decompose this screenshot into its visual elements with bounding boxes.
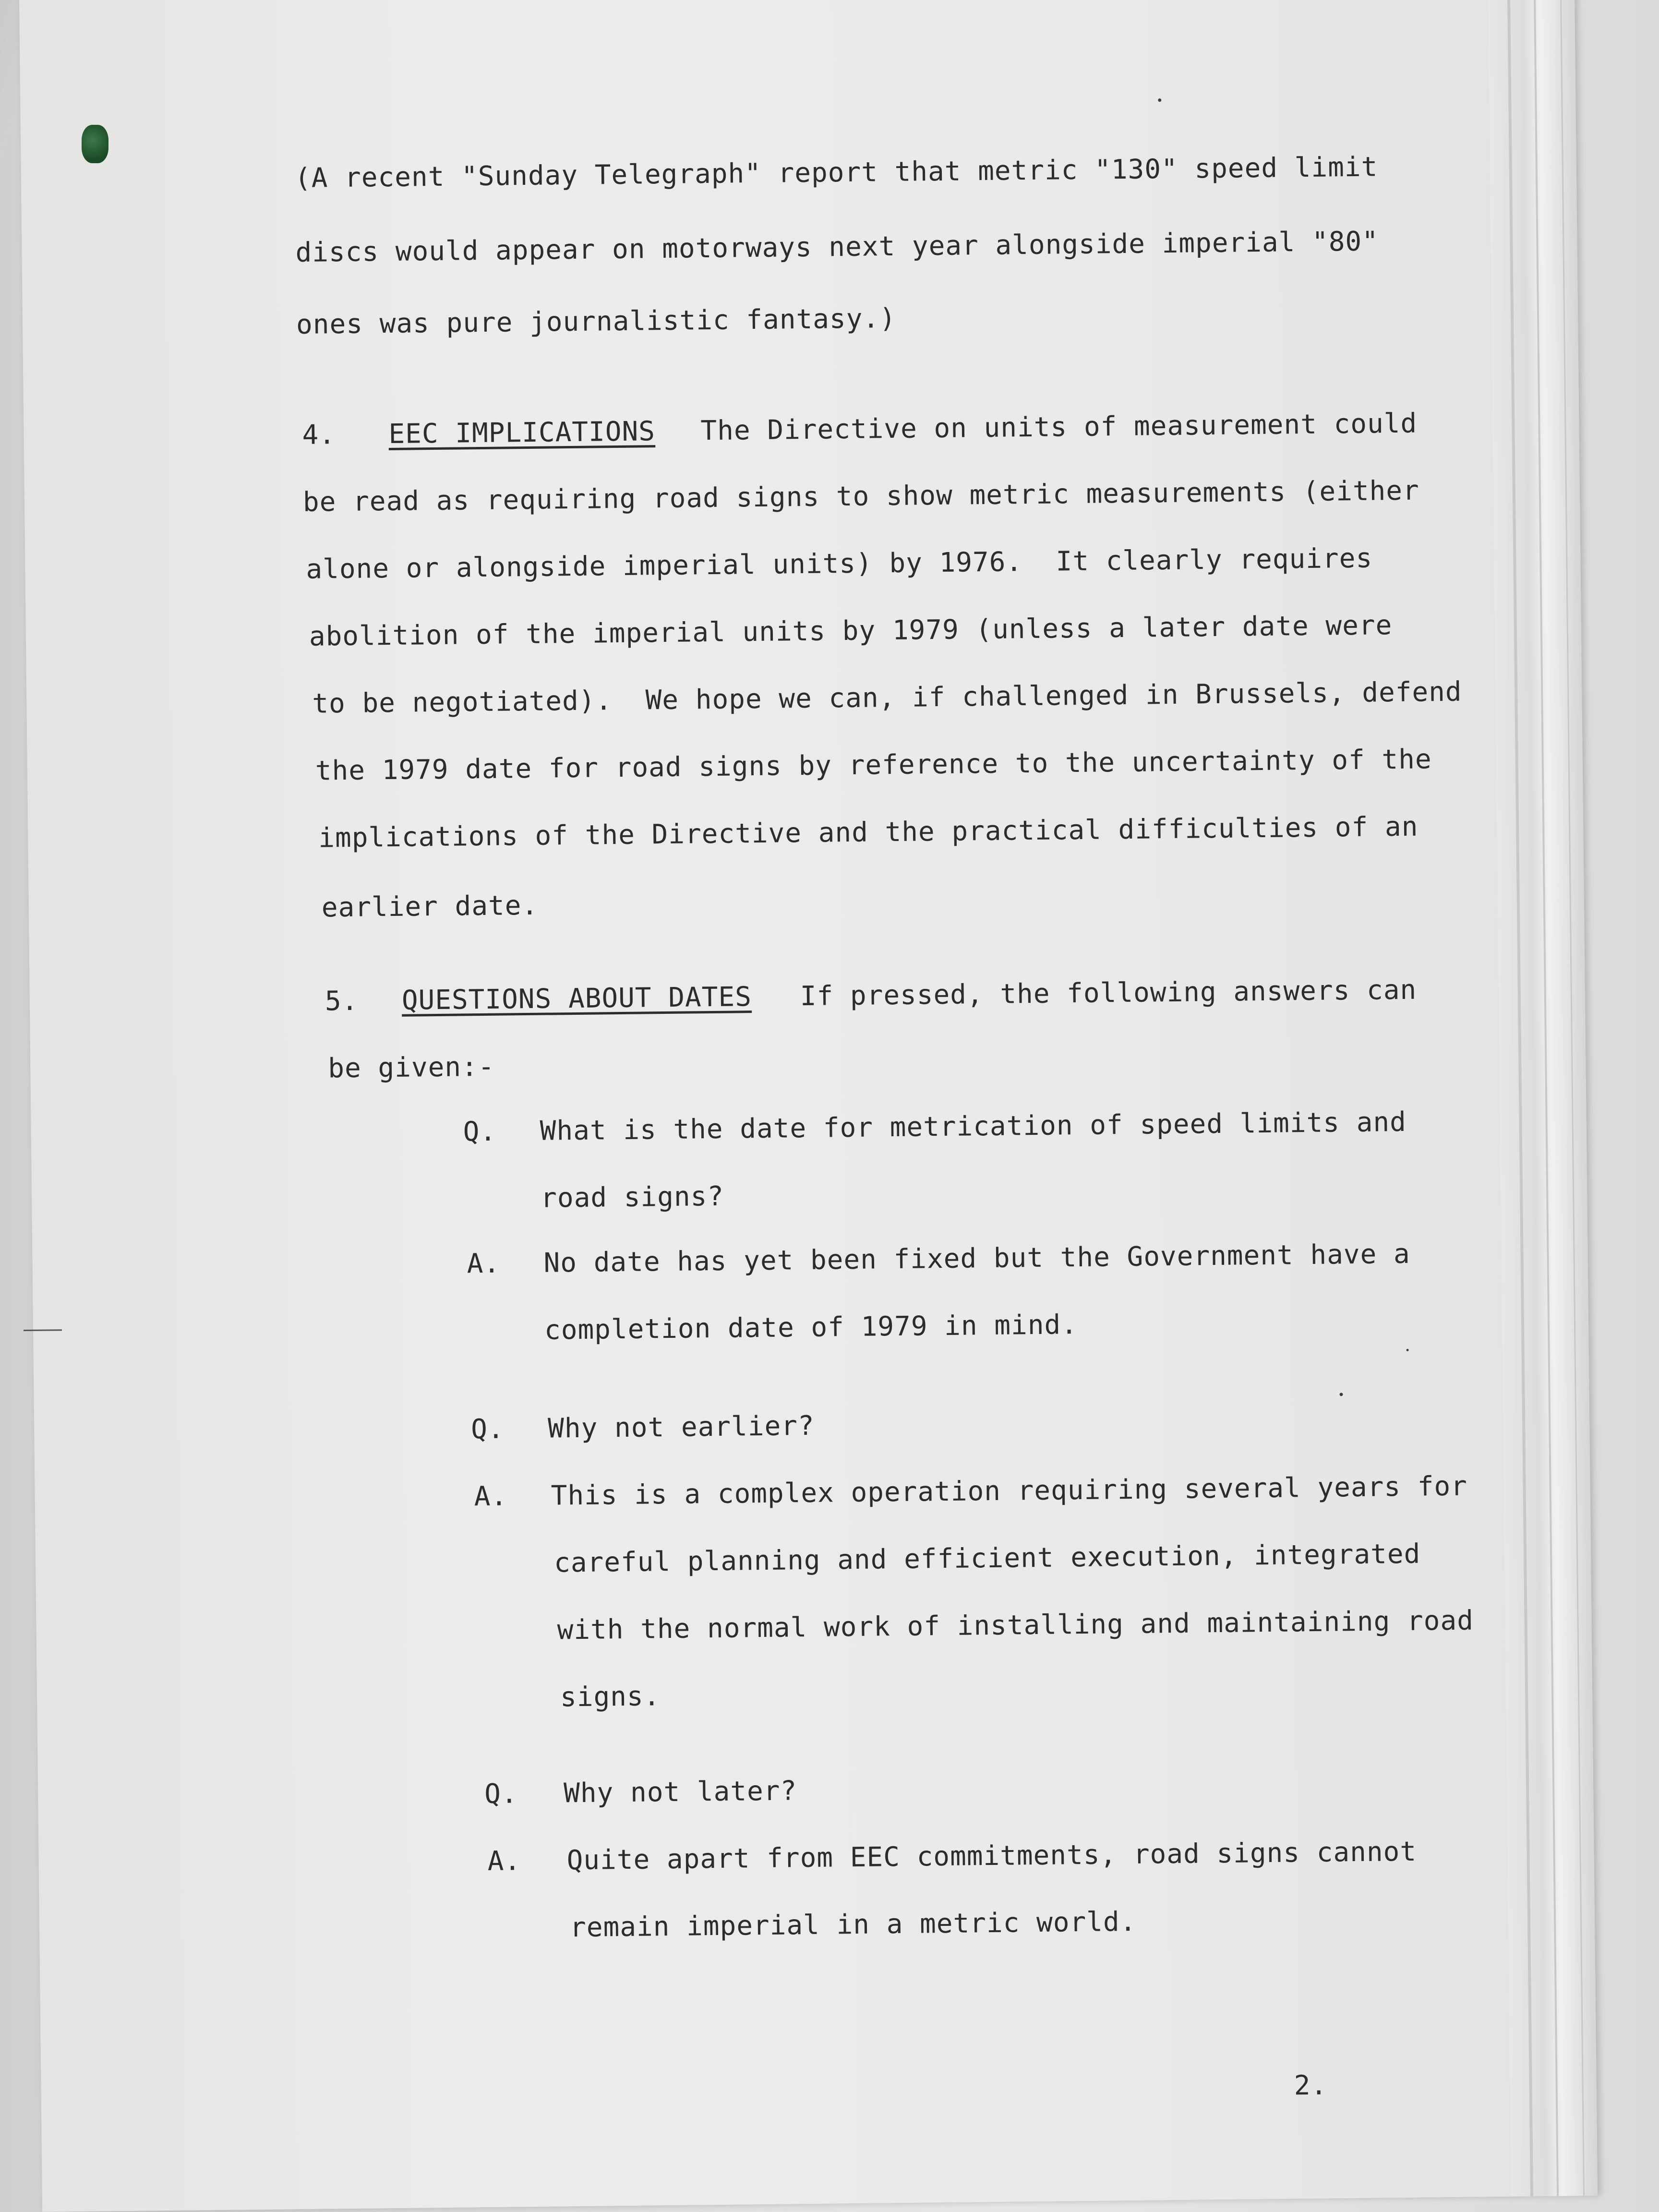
- qa1-q-line-1: What is the date for metrication of speed limits and: [540, 1106, 1407, 1147]
- para4-line-3: alone or alongside imperial units) by 1976. It clearly requires: [306, 542, 1373, 585]
- qa1-a-line-1: No date has yet been fixed but the Government have a: [543, 1238, 1411, 1279]
- qa2-q-marker: Q.: [470, 1413, 505, 1445]
- qa2-a-line-2: careful planning and efficient execution, integrated: [553, 1538, 1421, 1579]
- qa3-q-marker: Q.: [484, 1778, 518, 1810]
- ink-speck: [1158, 98, 1161, 102]
- qa3-a-marker: A.: [487, 1845, 521, 1877]
- qa2-a-line-4: signs.: [560, 1681, 661, 1713]
- para3-line-3: ones was pure journalistic fantasy.): [296, 302, 897, 340]
- qa2-q-line-1: Why not earlier?: [547, 1410, 815, 1444]
- edge-strip: [1534, 0, 1559, 2196]
- ink-speck: [1340, 1393, 1343, 1396]
- qa3-a-line-1: Quite apart from EEC commitments, road signs cannot: [566, 1836, 1417, 1876]
- para5-line-2: be given:-: [328, 1051, 495, 1084]
- para4-line-2: be read as requiring road signs to show metric measurements (either: [302, 475, 1420, 518]
- qa1-q-line-2: road signs?: [540, 1180, 724, 1214]
- qa2-a-line-3: with the normal work of installing and maintaining road: [557, 1605, 1474, 1646]
- page-number: 2.: [1294, 2069, 1328, 2102]
- qa2-a-marker: A.: [474, 1480, 508, 1513]
- document-page: [19, 0, 1598, 2212]
- qa1-a-marker: A.: [467, 1248, 501, 1280]
- ink-speck: [1407, 1349, 1409, 1351]
- para4-heading: EEC IMPLICATIONS: [388, 416, 656, 450]
- para5-heading: QUESTIONS ABOUT DATES: [401, 981, 752, 1016]
- qa3-q-line-1: Why not later?: [563, 1775, 797, 1809]
- para4-line-5: to be negotiated). We hope we can, if challenged in Brussels, defend: [312, 676, 1462, 720]
- para4-number: 4.: [302, 419, 336, 451]
- green-pin-mark: [82, 125, 108, 163]
- para3-line-1: (A recent "Sunday Telegraph" report that metric "130" speed limit: [294, 151, 1378, 194]
- para5-first-line: If pressed, the following answers can: [800, 974, 1417, 1012]
- qa1-q-marker: Q.: [463, 1116, 497, 1148]
- margin-mark: [24, 1329, 62, 1331]
- qa2-a-line-1: This is a complex operation requiring several years for: [551, 1470, 1468, 1512]
- para5-number: 5.: [325, 985, 359, 1017]
- para4-first-line: The Directive on units of measurement could: [700, 408, 1418, 447]
- para4-line-7: implications of the Directive and the practical difficulties of an: [318, 811, 1419, 854]
- para4-line-4: abolition of the imperial units by 1979 (unless a later date were: [309, 610, 1393, 652]
- edge-strip: [1507, 0, 1533, 2196]
- para4-line-8: earlier date.: [321, 890, 539, 924]
- para4-line-6: the 1979 date for road signs by reference to the uncertainty of the: [315, 744, 1432, 787]
- para3-line-2: discs would appear on motorways next year alongside imperial "80": [295, 226, 1379, 269]
- qa3-a-line-2: remain imperial in a metric world.: [569, 1906, 1137, 1944]
- qa1-a-line-2: completion date of 1979 in mind.: [544, 1309, 1078, 1346]
